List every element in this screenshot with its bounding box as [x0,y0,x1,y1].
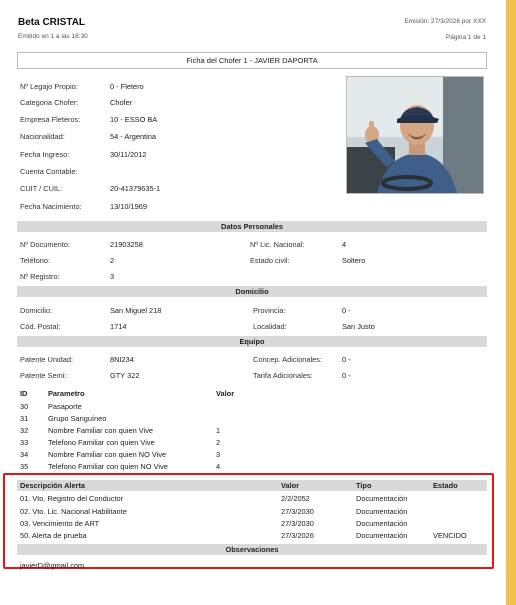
param-value: 4 [216,462,221,471]
field-label: Empresa Fleteros: [20,115,81,124]
param-id: 33 [20,438,29,447]
driver-photo-illustration [347,77,483,193]
alerts-header-value: Valor [281,481,300,490]
emission-info: Emisión: 27/3/2026 por XXX [404,18,486,25]
estado-value: Soltero [342,256,366,265]
alert-state: VENCIDO [433,531,467,540]
registro-label: Nº Registro: [20,272,60,281]
param-id: 30 [20,402,29,411]
params-header-value: Valor [216,389,235,398]
report-title: Ficha del Chofer 1 - JAVIER DAPORTA [17,52,487,69]
postal-value: 1714 [110,322,127,331]
alerts-highlight-box [3,473,494,569]
unidad-label: Patente Unidad: [20,355,74,364]
field-label: Nº Legajo Propio: [20,82,78,91]
provincia-label: Provincia: [253,306,286,315]
alert-type: Documentación [356,531,408,540]
tarifa-value: 0 - [342,371,351,380]
domicilio-value: San Miguel 218 [110,306,162,315]
param-id: 35 [20,462,29,471]
alert-type: Documentación [356,507,408,516]
alert-type: Documentación [356,519,408,528]
provincia-value: 0 - [342,306,351,315]
field-label: CUIT / CUIL: [20,184,63,193]
documento-label: Nº Documento: [20,240,70,249]
params-header-id: ID [20,389,28,398]
tarifa-label: Tarifa Adicionales: [253,371,313,380]
concep-value: 0 - [342,355,351,364]
postal-label: Cód. Postal: [20,322,61,331]
param-name: Grupo Sanguíneo [48,414,107,423]
params-header-param: Parametro [48,389,85,398]
section-equipment: Equipo [17,336,487,347]
alert-value: 27/3/2030 [281,519,314,528]
alert-desc: 02. Vto. Lic. Nacional Habilitante [20,507,127,516]
field-label: Categoria Chofer: [20,98,79,107]
field-value: 30/11/2012 [110,150,147,159]
alerts-header-type: Tipo [356,481,372,490]
param-id: 32 [20,426,29,435]
param-value: 2 [216,438,221,447]
concep-label: Concep. Adicionales: [253,355,323,364]
driver-photo [346,76,484,194]
section-address: Domicilio [17,286,487,297]
company-name: Beta CRISTAL [18,17,86,28]
param-name: Nombre Familiar con quien Vive [48,426,154,435]
viewer-side-strip [506,0,516,605]
domicilio-label: Domicilio: [20,306,53,315]
semi-label: Patente Semi: [20,371,67,380]
observation-text: javierD@gmail.com [20,561,85,570]
alert-value: 2/2/2052 [281,494,310,503]
param-id: 31 [20,414,29,423]
registro-value: 3 [110,272,115,281]
telefono-value: 2 [110,256,115,265]
param-name: Nombre Familiar con quien NO Vive [48,450,167,459]
field-label: Nacionalidad: [20,132,65,141]
alerts-header-desc: Descripción Alerta [20,481,86,490]
alerts-header-state: Estado [433,481,458,490]
param-value: 1 [216,426,221,435]
printed-info: Emitido en 1 a las 16:30 [18,33,88,40]
alert-value: 27/3/2026 [281,531,314,540]
field-label: Cuenta Contable: [20,167,78,176]
page-number: Página 1 de 1 [445,34,486,41]
licencia-value: 4 [342,240,347,249]
section-observations: Observaciones [17,544,487,555]
alert-desc: 03. Vencimiento de ART [20,519,100,528]
field-value: 20-41379635-1 [110,184,161,193]
licencia-label: Nº Lic. Nacional: [250,240,305,249]
field-value: Chofer [110,98,133,107]
documento-value: 21903258 [110,240,143,249]
field-label: Fecha Nacimiento: [20,202,82,211]
localidad-label: Localidad: [253,322,287,331]
alert-type: Documentación [356,494,408,503]
param-value: 3 [216,450,221,459]
param-name: Pasaporte [48,402,82,411]
field-value: 54 - Argentina [110,132,157,141]
field-value: 0 - Fletero [110,82,144,91]
alert-desc: 01. Vto. Registro del Conductor [20,494,124,503]
localidad-value: San Justo [342,322,375,331]
param-name: Telefono Familiar con quien NO Vive [48,462,168,471]
semi-value: GTY 322 [110,371,140,380]
field-value: 10 - ESSO BA [110,115,158,124]
section-personal: Datos Personales [17,221,487,232]
alert-value: 27/3/2030 [281,507,314,516]
param-id: 34 [20,450,29,459]
unidad-value: 8NI234 [110,355,134,364]
param-name: Telefono Familiar con quien Vive [48,438,155,447]
field-label: Fecha Ingreso: [20,150,70,159]
alert-desc: 50. Alerta de prueba [20,531,87,540]
estado-label: Estado civil: [250,256,290,265]
field-value: 13/10/1969 [110,202,147,211]
telefono-label: Teléfono: [20,256,50,265]
